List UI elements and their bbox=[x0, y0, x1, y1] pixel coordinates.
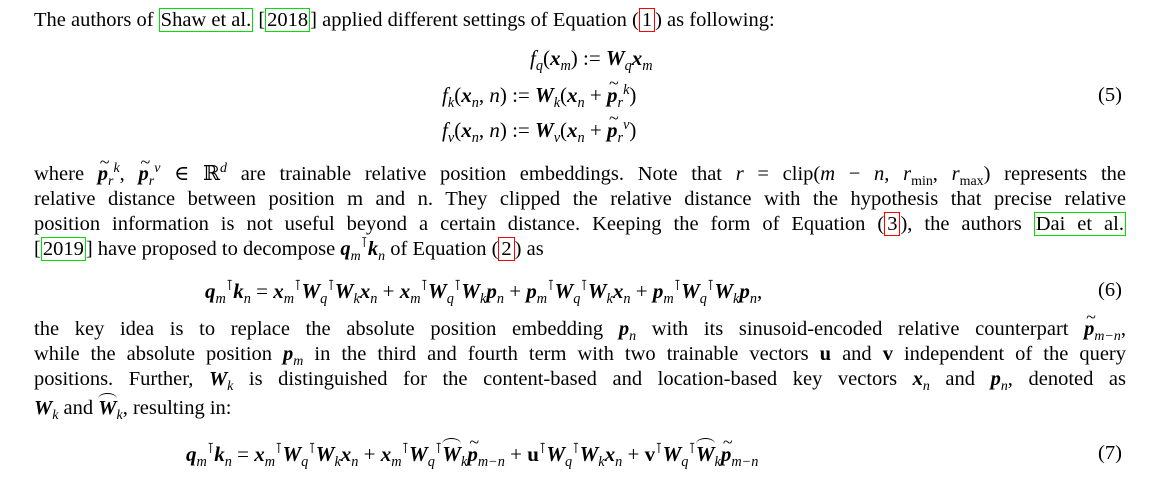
citation-dai-year[interactable]: 2019 bbox=[42, 238, 84, 260]
para2-line-2: relative distance between position m and n. They clipped the relative distance with the hypothesis that precise relative bbox=[34, 188, 1126, 210]
equation-5-line-3: $f_v(x_n$, n) := $W_v(x_n$ + ~ $p_r^v$) bbox=[442, 117, 636, 143]
equation-7: $q_m^⊺k_n = x_m^⊺W_q^⊺W_kx_n$ + $x_m^⊺W_q^⊺W_k\sim$ $p_{m-n} + u^⊺W_q^⊺W_kx_n$ + $v^⊺W_q^⊺W_k\sim$ $p_{m-n}$ bbox=[186, 441, 758, 467]
citation-dai[interactable]: Dai et al. bbox=[1035, 213, 1124, 235]
equation-5-line-1: $f_q(x_m)$ := $W_qx_m$ bbox=[530, 46, 653, 75]
equation-5-line-2: $f_k(x_n$, n) := $W_k(x_n$ + ~ $p_r^k$) bbox=[442, 82, 636, 108]
equation-number-6: (6) bbox=[1098, 279, 1122, 301]
intro-line: The authors of Shaw et al. [2018] applied different settings of Equation ( 1 ) as following: bbox=[34, 9, 775, 31]
para3-line-2: while the absolute position $p_m$ in the third and fourth term with two trainable vectors u and v independent of the query bbox=[34, 343, 1126, 370]
citation-shaw-year[interactable]: 2018 bbox=[267, 9, 309, 31]
equation-ref-1[interactable]: 1 bbox=[639, 8, 655, 32]
equation-number-7: (7) bbox=[1098, 442, 1122, 464]
para2-line-3: position information is not useful beyond a certain distance. Keeping the form of Equation ( 3 ), the authors Dai et al. bbox=[34, 213, 1124, 235]
equation-6: $q_m^⊺k_n = x_m^⊺W_q^⊺W_kx_n + x_m^⊺W_q^⊺W_kp_n + p_m^⊺W_q^⊺W_kx_n + p_m^⊺W_q^⊺W_kp_n$, bbox=[205, 278, 763, 308]
citation-shaw[interactable]: Shaw et al. bbox=[160, 9, 252, 31]
para2-line-1: where ~ $p_r^k$, ~ $p_r^v$ ∈ ℝ$^d$ are trainable relative position embeddings. Note that r = clip(m − n, $r_{min}$, $r_{max}$) represents the bbox=[34, 162, 1126, 187]
para3-line-4: $W_k$ and $W_k$, resulting in: bbox=[34, 397, 232, 424]
intro-text-3: as following: bbox=[661, 9, 775, 31]
para2-line-4: [2019] have proposed to decompose $q_m^⊺k_n$ of Equation ( 2 ) as bbox=[34, 236, 544, 265]
para3-line-3: positions. Further, $W_k$ is distinguished for the content-based and location-based key vectors $x_n$ and $p_n$, denoted as bbox=[34, 368, 1126, 395]
equation-ref-3[interactable]: 3 bbox=[884, 212, 900, 236]
para3-line-1: the key idea is to replace the absolute position embedding $p_n$ with its sinusoid-encoded relative counterpart ~ $p_{m-n}$, bbox=[34, 317, 1126, 342]
intro-text-2: applied different settings of Equation bbox=[316, 9, 633, 31]
equation-number-5: (5) bbox=[1098, 84, 1122, 106]
equation-ref-2[interactable]: 2 bbox=[498, 237, 514, 261]
intro-text: The authors of bbox=[34, 9, 159, 31]
